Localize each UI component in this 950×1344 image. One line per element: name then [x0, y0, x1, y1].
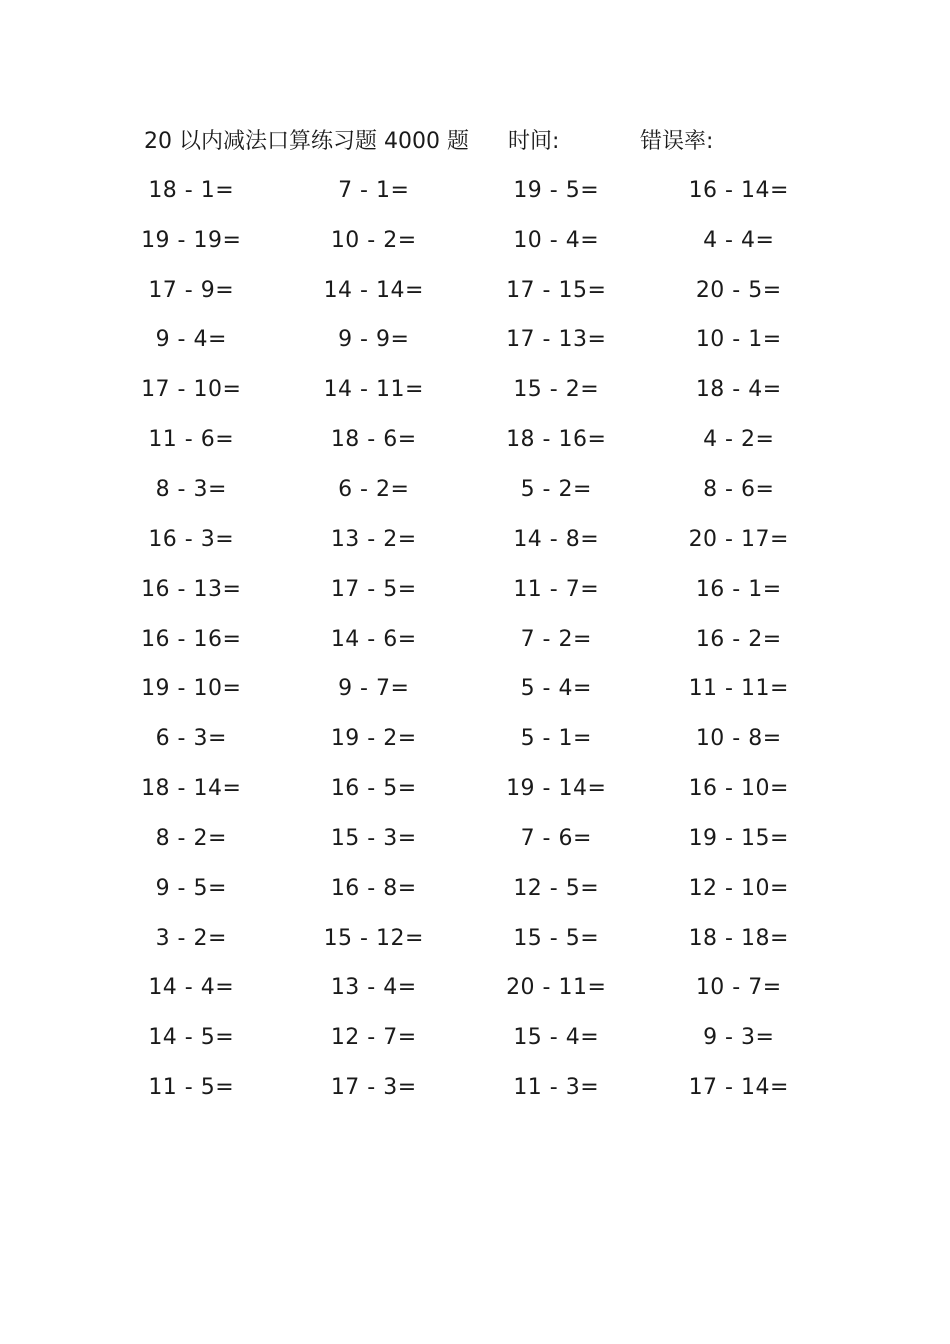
problem-row [100, 515, 830, 565]
problem-row [100, 216, 830, 266]
problem-cell: 8 - 3= [155, 476, 227, 502]
problem-cell: 18 - 6= [330, 427, 417, 453]
problem-cell: 17 - 14= [688, 1075, 789, 1101]
problem-cell: 19 - 19= [141, 227, 242, 253]
problem-cell: 15 - 5= [513, 925, 600, 951]
problem-row [100, 615, 830, 665]
problem-cell: 16 - 14= [688, 177, 789, 203]
problem-cell: 14 - 5= [148, 1025, 235, 1051]
problem-cell: 16 - 2= [695, 626, 782, 652]
problem-row [100, 415, 830, 465]
problem-cell: 18 - 14= [141, 776, 242, 802]
problem-cell: 17 - 15= [506, 277, 607, 303]
problem-cell: 14 - 11= [323, 377, 424, 403]
worksheet-header [0, 124, 950, 160]
problem-row [100, 166, 830, 216]
problem-cell: 13 - 2= [330, 526, 417, 552]
problem-row [100, 914, 830, 964]
problem-cell: 18 - 1= [148, 177, 235, 203]
problem-cell: 16 - 16= [141, 626, 242, 652]
problem-cell: 17 - 10= [141, 377, 242, 403]
problem-cell: 16 - 3= [148, 526, 235, 552]
problem-cell: 11 - 7= [513, 576, 600, 602]
problem-cell: 10 - 4= [513, 227, 600, 253]
problem-row [100, 764, 830, 814]
problem-cell: 17 - 9= [148, 277, 235, 303]
problem-cell: 9 - 3= [703, 1025, 775, 1051]
problem-cell: 9 - 5= [155, 875, 227, 901]
problem-cell: 18 - 16= [506, 427, 607, 453]
problem-cell: 9 - 7= [338, 676, 410, 702]
problem-cell: 7 - 6= [520, 825, 592, 851]
problem-cell: 8 - 6= [703, 476, 775, 502]
problem-cell: 18 - 18= [688, 925, 789, 951]
problem-cell: 7 - 1= [338, 177, 410, 203]
problem-row [100, 864, 830, 914]
problem-cell: 17 - 3= [330, 1075, 417, 1101]
problem-cell: 18 - 4= [695, 377, 782, 403]
problem-cell: 11 - 3= [513, 1075, 600, 1101]
problem-cell: 9 - 4= [155, 327, 227, 353]
problem-row [100, 814, 830, 864]
problem-row [100, 565, 830, 615]
problem-cell: 10 - 7= [695, 975, 782, 1001]
time-label: 时间: [508, 129, 560, 154]
problem-row [100, 1063, 830, 1113]
worksheet-title: 20 以内减法口算练习题 4000 题 [144, 129, 469, 154]
problem-cell: 16 - 13= [141, 576, 242, 602]
problem-cell: 10 - 8= [695, 726, 782, 752]
error-rate-label: 错误率: [640, 129, 714, 154]
problem-cell: 12 - 7= [330, 1025, 417, 1051]
problem-cell: 12 - 5= [513, 875, 600, 901]
problem-cell: 7 - 2= [520, 626, 592, 652]
problem-cell: 16 - 8= [330, 875, 417, 901]
problem-cell: 5 - 4= [520, 676, 592, 702]
problem-cell: 19 - 10= [141, 676, 242, 702]
problem-cell: 14 - 6= [330, 626, 417, 652]
problem-cell: 4 - 4= [703, 227, 775, 253]
problem-row [100, 964, 830, 1014]
problem-cell: 16 - 10= [688, 776, 789, 802]
problem-row [100, 266, 830, 316]
problem-row [100, 365, 830, 415]
problem-cell: 5 - 2= [520, 476, 592, 502]
problem-cell: 17 - 13= [506, 327, 607, 353]
problem-cell: 4 - 2= [703, 427, 775, 453]
problem-cell: 10 - 1= [695, 327, 782, 353]
problem-cell: 10 - 2= [330, 227, 417, 253]
problem-cell: 6 - 3= [155, 726, 227, 752]
problem-cell: 11 - 5= [148, 1075, 235, 1101]
problem-cell: 16 - 1= [695, 576, 782, 602]
problem-cell: 3 - 2= [155, 925, 227, 951]
problem-cell: 14 - 4= [148, 975, 235, 1001]
problem-cell: 14 - 14= [323, 277, 424, 303]
problem-cell: 8 - 2= [155, 825, 227, 851]
problem-cell: 19 - 15= [688, 825, 789, 851]
problem-cell: 15 - 4= [513, 1025, 600, 1051]
problem-cell: 19 - 2= [330, 726, 417, 752]
problem-cell: 11 - 11= [688, 676, 789, 702]
problem-cell: 13 - 4= [330, 975, 417, 1001]
problem-row [100, 714, 830, 764]
problem-cell: 6 - 2= [338, 476, 410, 502]
problem-cell: 14 - 8= [513, 526, 600, 552]
problem-row [100, 465, 830, 515]
problem-cell: 9 - 9= [338, 327, 410, 353]
problem-row [100, 316, 830, 366]
problem-cell: 16 - 5= [330, 776, 417, 802]
problem-cell: 20 - 17= [688, 526, 789, 552]
problem-cell: 15 - 2= [513, 377, 600, 403]
problem-cell: 15 - 12= [323, 925, 424, 951]
problem-row [100, 1013, 830, 1063]
problem-cell: 20 - 5= [695, 277, 782, 303]
problem-cell: 19 - 14= [506, 776, 607, 802]
problem-cell: 19 - 5= [513, 177, 600, 203]
problem-cell: 11 - 6= [148, 427, 235, 453]
problem-cell: 17 - 5= [330, 576, 417, 602]
problem-cell: 12 - 10= [688, 875, 789, 901]
problem-row [100, 664, 830, 714]
problem-grid [100, 166, 830, 1113]
problem-cell: 5 - 1= [520, 726, 592, 752]
problem-cell: 15 - 3= [330, 825, 417, 851]
problem-cell: 20 - 11= [506, 975, 607, 1001]
